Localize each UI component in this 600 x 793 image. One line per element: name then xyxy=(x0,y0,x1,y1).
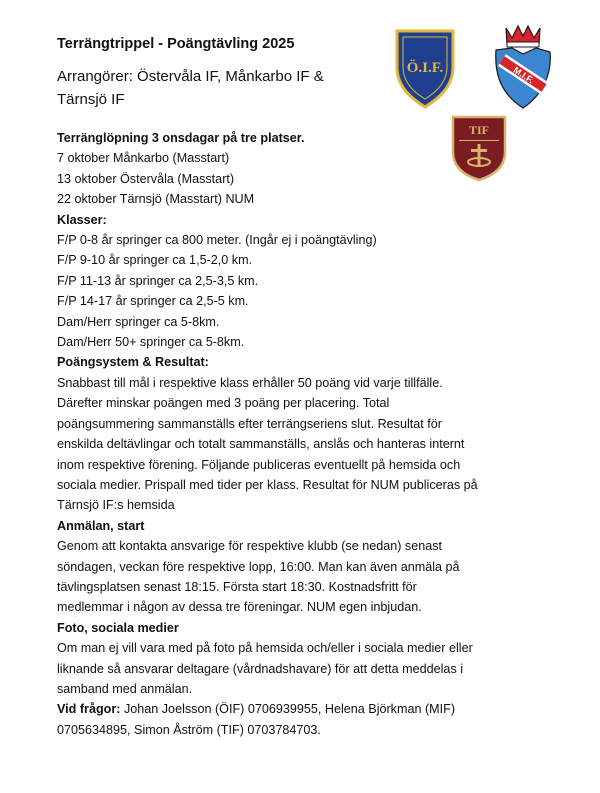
organizers xyxy=(57,65,357,111)
organizers-line-2: Tärnsjö IF xyxy=(57,91,125,108)
contact-line-1 xyxy=(57,699,557,719)
events-heading: Terränglöpning 3 onsdagar på tre platser. xyxy=(57,131,305,145)
tif-logo-text: TIF xyxy=(468,123,490,137)
points-line: poängsummering sammanställs efter terrängseriens slut. Resultat för xyxy=(57,416,442,431)
registration-line: Genom att kontakta ansvarige för respektive klubb (se nedan) senast xyxy=(57,539,443,554)
class-item: Dam/Herr springer ca 5-8km. xyxy=(57,314,220,329)
points-text xyxy=(57,373,557,516)
contact-line-2: 0705634895, Simon Åström (TIF) 0703784703. xyxy=(57,722,321,737)
contact-section xyxy=(57,699,557,740)
registration-heading: Anmälan, start xyxy=(57,518,145,533)
event-item: 13 oktober Östervåla (Masstart) xyxy=(57,171,235,186)
points-line: Snabbast till mål i respektive klass erhåller 50 poäng vid varje tillfälle. xyxy=(57,375,443,390)
registration-section xyxy=(57,516,557,618)
registration-text xyxy=(57,536,557,618)
events-section xyxy=(57,128,557,210)
points-line: Tärnsjö IF:s hemsida xyxy=(57,498,175,513)
points-heading: Poängsystem & Resultat: xyxy=(57,355,209,370)
registration-line: medlemmar i någon av dessa tre föreningar. NUM egen inbjudan. xyxy=(57,600,422,615)
oif-logo-text: Ö.I.F. xyxy=(406,60,444,76)
organizers-line-1: Arrangörer: Östervåla IF, Månkarbo IF & xyxy=(57,68,324,85)
photo-line: samband med anmälan. xyxy=(57,681,193,696)
mif-logo-text: M.I.F. xyxy=(511,64,536,86)
event-item: 22 oktober Tärnsjö (Masstart) NUM xyxy=(57,192,255,207)
photo-text xyxy=(57,638,557,699)
points-line: inom respektive förening. Följande publiceras eventuellt på hemsida och xyxy=(57,457,461,472)
photo-line: Om man ej vill vara med på foto på hemsida och/eller i sociala medier eller xyxy=(57,641,473,656)
class-item: Dam/Herr 50+ springer ca 5-8km. xyxy=(57,335,245,350)
document-title: Terrängtrippel - Poängtävling 2025 xyxy=(57,36,295,52)
points-line: Därefter minskar poängen med 3 poäng per placering. Total xyxy=(57,396,390,411)
document xyxy=(57,34,557,740)
class-item: F/P 14-17 år springer ca 2,5-5 km. xyxy=(57,294,249,309)
event-item: 7 oktober Månkarbo (Masstart) xyxy=(57,151,230,166)
class-item: F/P 9-10 år springer ca 1,5-2,0 km. xyxy=(57,253,253,268)
classes-section xyxy=(57,210,557,353)
registration-line: tävlingsplatsen senast 18:15. Första start 18:30. Kostnadsfritt för xyxy=(57,579,417,594)
photo-heading: Foto, sociala medier xyxy=(57,620,179,635)
class-item: F/P 0-8 år springer ca 800 meter. (Ingår ej i poängtävling) xyxy=(57,233,377,248)
points-section xyxy=(57,352,557,515)
registration-line: söndagen, veckan före respektive lopp, 16:00. Man kan även anmäla på xyxy=(57,559,460,574)
points-line: sociala medier. Prispall med tider per klass. Resultat för NUM publiceras på xyxy=(57,477,478,492)
contact-text: Johan Joelsson (ÖIF) 0706939955, Helena Björkman (MIF) xyxy=(120,702,456,717)
photo-section xyxy=(57,618,557,700)
points-line: enskilda deltävlingar och totalt sammanställs, anslås och hanteras internt xyxy=(57,437,465,452)
classes-heading: Klasser: xyxy=(57,212,107,227)
contact-label: Vid frågor: xyxy=(57,702,121,717)
photo-line: liknande så ansvarar deltagare (vårdnadshavare) för att detta meddelas i xyxy=(57,661,464,676)
class-item: F/P 11-13 år springer ca 2,5-3,5 km. xyxy=(57,273,259,288)
